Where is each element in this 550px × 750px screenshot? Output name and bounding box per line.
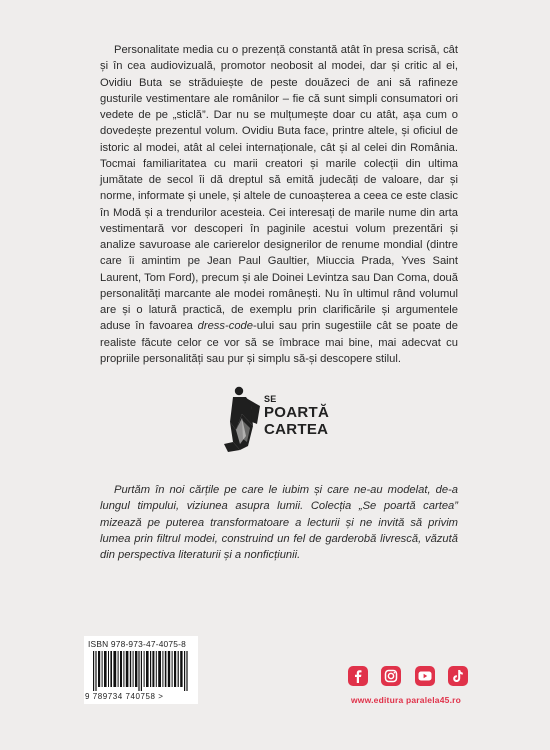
instagram-icon[interactable]	[381, 666, 401, 686]
logo-word-poarta: POARTĂ	[264, 404, 330, 421]
collection-paragraph: Purtăm în noi cărțile pe care le iubim și care ne-au modelat, de-a lungul timpului, viziunea asupra lumii. Colecția „Se poartă cartea” mizează pe puterea transformatoare a lecturii și ne invită să privim lumea prin filtrul modei, construind un fel de garderobă livrescă, văzută din perspectiva literaturii și a nonficțiunii.	[100, 484, 458, 561]
description-text: Personalitate media cu o prezență constantă atât în presa scrisă, cât și în cea audiovizuală, promotor neobosit al modei, dar și critic al ei, Ovidiu Buta se străduiește de peste douăzeci de ani să rafineze gusturile vestimentare ale românilor – fie că sunt simpli consumatori ori vedete de pe „sticlă”. Dar nu se mulțumește doar cu atât, așa cum o dovedește prezentul volum. Ovidiu Buta face, printre altele, și oficiul de istoric al modei, atât al celei internaționale, cât și al celei din România. Tocmai familiaritatea cu marii creatori și marile colecții din ultima jumătate de secol îi dă dreptul să emită judecăți de valoare, dar și norme, informate și unele, și altele de cunoașterea a ceea ce este clasic în Modă și a trendurilor acesteia. Cei interesați de marile nume din arta vestimentară vor descoperi în paginile acestui volum prezentări și analize savuroase ale carierelor designerilor de renume mondial (dintre care îi amintim pe Jean Paul Gaultier, Miuccia Prada, Yves Saint Laurent, Tom Ford), precum și ale Doinei Levintza sau Dan Coma, două personalități marcante ale modei românești. Nu în ultimul rând volumul are și o latură practică, de exemplu prin clarificările și argumentele aduse în favoarea	[100, 44, 458, 333]
description-italic-term: dress-code	[197, 320, 253, 333]
facebook-icon[interactable]	[348, 666, 368, 686]
tiktok-icon[interactable]	[448, 666, 468, 686]
description-paragraph	[100, 42, 458, 367]
figure-with-book-cape-icon	[222, 384, 266, 454]
barcode-digits: 9 789734 740758 >	[85, 692, 164, 701]
isbn-barcode	[84, 636, 198, 704]
description-text-end: -ului sau prin sugestiile cât se poate de realiste făcute celor ce vor să se îmbrace mai bine, mai adecvat cu propriile personalități sau pur și simplu să-și descopere stilul.	[100, 320, 458, 365]
barcode-bars	[87, 651, 195, 691]
youtube-icon[interactable]	[415, 666, 435, 686]
collection-logo	[222, 384, 342, 456]
logo-word-cartea: CARTEA	[264, 421, 329, 438]
logo-word-se: SE	[264, 394, 277, 404]
isbn-number: ISBN 978-973-47-4075-8	[88, 639, 186, 649]
publisher-website-link[interactable]: www.editura paralela45.ro	[351, 695, 462, 705]
